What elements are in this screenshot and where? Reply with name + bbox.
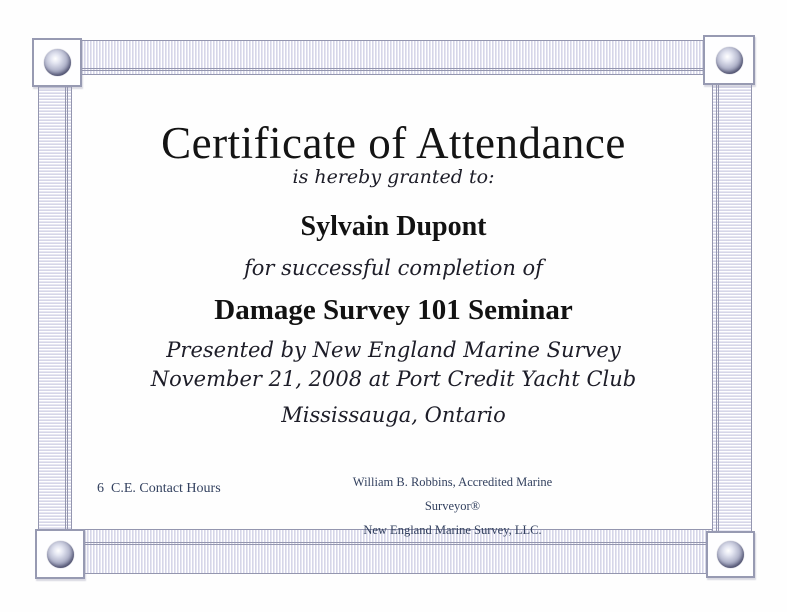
city-line: Mississauga, Ontario: [281, 403, 506, 427]
date-location-line: November 21, 2008 at Port Credit Yacht Club: [150, 367, 637, 391]
completion-line: for successful completion of: [244, 256, 543, 280]
recipient-name: Sylvain Dupont: [300, 211, 487, 242]
course-title: Damage Survey 101 Seminar: [214, 294, 573, 326]
signer-name: William B. Robbins, Accredited Marine Surveyor®: [352, 475, 553, 513]
presented-by-line: Presented by New England Marine Survey: [166, 338, 621, 362]
signature-block: [330, 470, 575, 542]
certificate-title: Certificate of Attendance: [161, 118, 626, 168]
contact-hours: 6 C.E. Contact Hours: [97, 481, 221, 496]
granted-to-line: is hereby granted to:: [292, 166, 495, 188]
signer-company: New England Marine Survey, LLC.: [363, 523, 542, 537]
